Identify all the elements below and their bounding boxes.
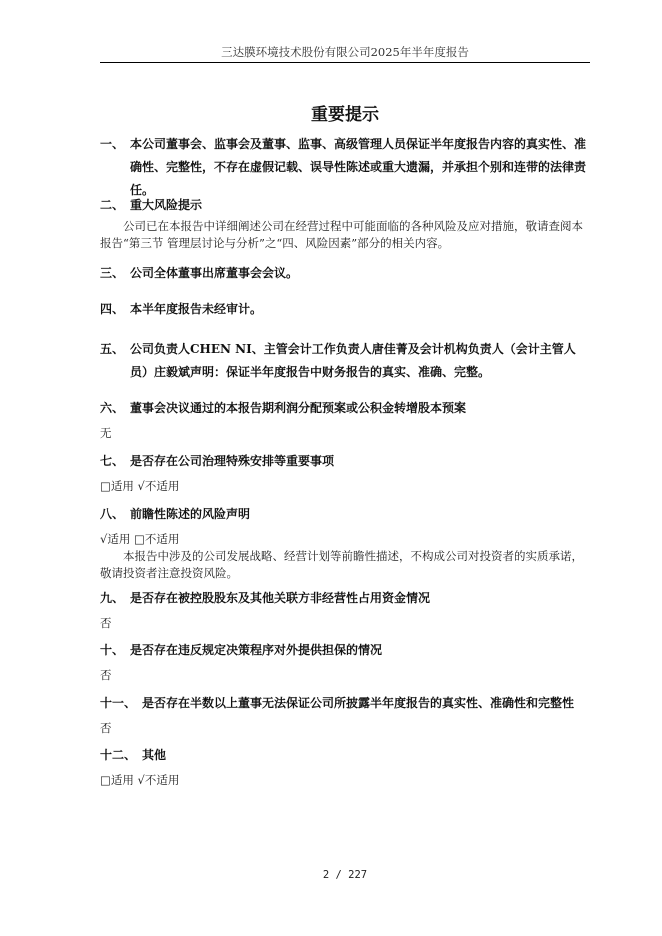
section-body: 否: [100, 721, 112, 735]
section-number: 十二、: [100, 748, 137, 762]
applicability-options: □适用 √不适用: [100, 773, 180, 787]
section-4: [100, 298, 590, 321]
running-header: 三达膜环境技术股份有限公司2025年半年度报告: [221, 45, 469, 59]
page-number: 2 / 227: [322, 869, 368, 881]
section-2: [100, 194, 590, 252]
section-9: [100, 587, 590, 632]
section-11: [100, 692, 590, 737]
section-number: 九、: [100, 591, 125, 605]
section-heading: 重大风险提示: [130, 198, 203, 212]
section-1: [100, 133, 590, 202]
section-heading: 本半年度报告未经审计。: [130, 302, 263, 316]
section-body: 公司已在本报告中详细阐述公司在经营过程中可能面临的各种风险及应对措施，敬请查阅本报告“第三节 管理层讨论与分析”之“四、风险因素”部分的相关内容。: [100, 219, 583, 250]
header-divider: [100, 62, 590, 63]
section-number: 三、: [100, 266, 125, 280]
section-heading: 是否存在公司治理特殊安排等重要事项: [130, 454, 335, 468]
section-heading: 公司负责人CHEN NI、主管会计工作负责人唐佳菁及会计机构负责人（会计主管人员）庄毅斌声明：保证半年度报告中财务报告的真实、准确、完整。: [130, 342, 576, 379]
section-8: [100, 503, 590, 582]
applicability-options: √适用 □不适用: [100, 532, 180, 546]
section-number: 五、: [100, 342, 125, 356]
section-12: [100, 744, 590, 789]
section-number: 七、: [100, 454, 125, 468]
section-5: [100, 338, 590, 384]
section-heading: 其他: [142, 748, 167, 762]
section-number: 十、: [100, 643, 125, 657]
section-heading: 是否存在违反规定决策程序对外提供担保的情况: [130, 643, 383, 657]
section-heading: 是否存在半数以上董事无法保证公司所披露半年度报告的真实性、准确性和完整性: [142, 696, 575, 710]
section-number: 十一、: [100, 696, 137, 710]
section-heading: 公司全体董事出席董事会会议。: [130, 266, 299, 280]
section-heading: 是否存在被控股股东及其他关联方非经营性占用资金情况: [130, 591, 431, 605]
section-body: 否: [100, 616, 112, 630]
section-body: 否: [100, 668, 112, 682]
section-3: [100, 262, 590, 285]
applicability-options: □适用 √不适用: [100, 479, 180, 493]
section-number: 一、: [100, 137, 125, 151]
section-body: 无: [100, 426, 112, 440]
section-heading: 董事会决议通过的本报告期利润分配预案或公积金转增股本预案: [130, 401, 467, 415]
section-number: 八、: [100, 507, 125, 521]
page-title: 重要提示: [311, 105, 379, 125]
section-6: [100, 397, 590, 442]
section-10: [100, 639, 590, 684]
section-number: 六、: [100, 401, 125, 415]
section-heading: 前瞻性陈述的风险声明: [130, 507, 251, 521]
section-number: 二、: [100, 198, 125, 212]
section-heading: 本公司董事会、监事会及董事、监事、高级管理人员保证半年度报告内容的真实性、准确性、完整性，不存在虚假记载、误导性陈述或重大遗漏，并承担个别和连带的法律责任。: [130, 137, 587, 197]
section-body: 本报告中涉及的公司发展战略、经营计划等前瞻性描述，不构成公司对投资者的实质承诺，敬请投资者注意投资风险。: [100, 549, 583, 580]
section-7: [100, 450, 590, 495]
section-number: 四、: [100, 302, 125, 316]
